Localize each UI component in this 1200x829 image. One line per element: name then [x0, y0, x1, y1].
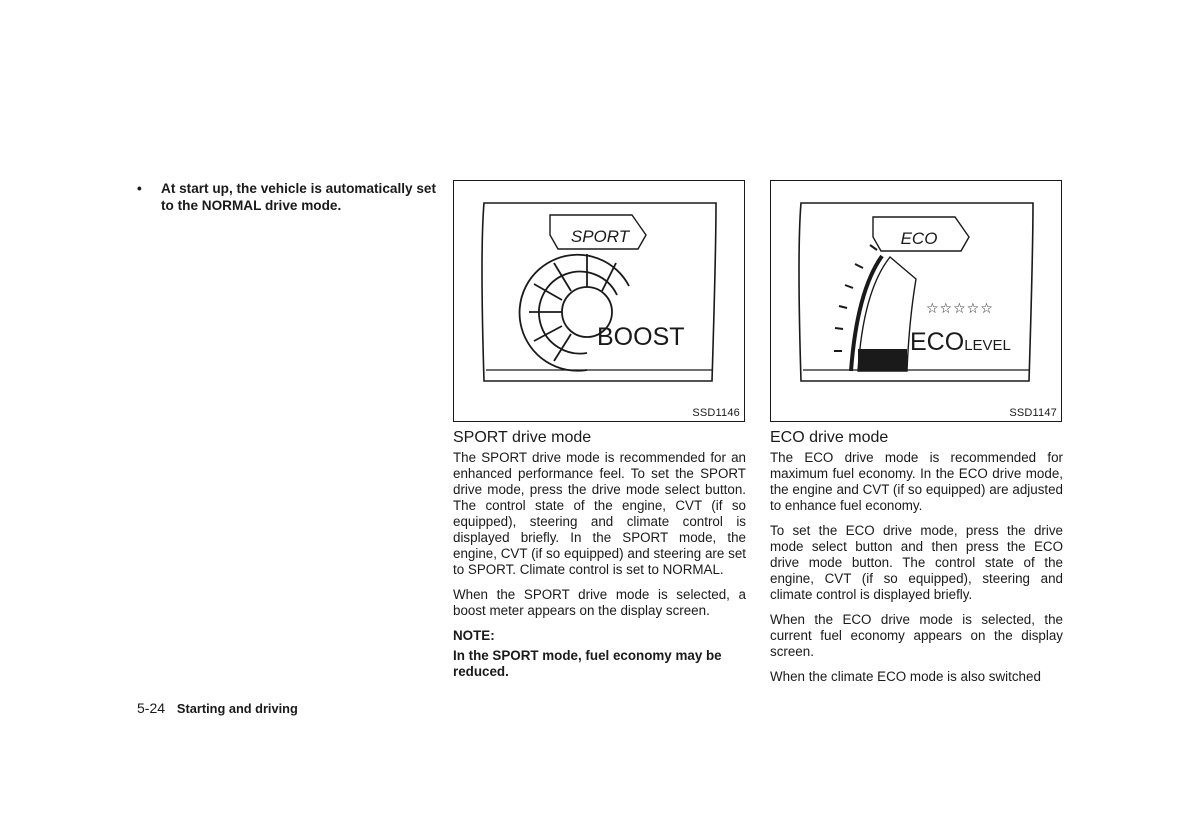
sport-mode-label: SPORT [570, 227, 630, 246]
section-heading: SPORT drive mode [453, 429, 592, 446]
paragraph: When the SPORT drive mode is selected, a boost meter appears on the display screen. [453, 587, 746, 618]
boost-meter-label: BOOST [597, 323, 685, 351]
bullet-text: At start up, the vehicle is automatically set to the NORMAL drive mode. [161, 181, 436, 213]
sport-display-illustration [454, 181, 744, 421]
page-footer [137, 700, 298, 716]
boost-meter-icon [520, 254, 629, 371]
eco-display-illustration [771, 181, 1061, 421]
sport-drive-mode-section [453, 428, 746, 680]
eco-drive-mode-section [770, 428, 1063, 694]
figure-caption: SSD1147 [1009, 407, 1057, 419]
figure-caption: SSD1146 [692, 407, 740, 419]
paragraph: When the ECO drive mode is selected, the current fuel economy appears on the display screen. [770, 612, 1063, 659]
section-heading: ECO drive mode [770, 429, 889, 446]
paragraph: When the climate ECO mode is also switched [770, 669, 1041, 684]
eco-level-stars: ☆☆☆☆☆ [926, 301, 994, 317]
paragraph: The SPORT drive mode is recommended for an enhanced performance feel. To set the SPORT drive mode, press the drive mode select button. The control state of the engine, CVT (if so equipped), steering and climate control is displayed briefly. In the SPORT mode, the engine, CVT (if so equipped) and steering are set to SPORT. Climate control is set to NORMAL. [453, 450, 746, 577]
eco-mode-label: ECO [900, 229, 938, 248]
startup-bullet [137, 180, 437, 214]
sport-mode-figure [453, 180, 745, 422]
paragraph: The ECO drive mode is recommended for maximum fuel economy. In the ECO drive mode, the engine and CVT (if so equipped) are adjusted to enhance fuel economy. [770, 450, 1063, 513]
paragraph: To set the ECO drive mode, press the drive mode select button and then press the ECO drive mode button. The control state of the engine, CVT (if so equipped), steering and climate control is displayed briefly. [770, 523, 1063, 602]
eco-level-label: ECOLEVEL [910, 328, 1011, 356]
note-text: In the SPORT mode, fuel economy may be reduced. [453, 648, 722, 679]
bullet-symbol: • [137, 181, 142, 196]
footer-section-title: Starting and driving [176, 701, 298, 716]
note-label: NOTE: [453, 628, 495, 643]
eco-mode-figure [770, 180, 1062, 422]
eco-level-gauge [834, 245, 916, 371]
page-number: 5-24 [137, 700, 166, 716]
